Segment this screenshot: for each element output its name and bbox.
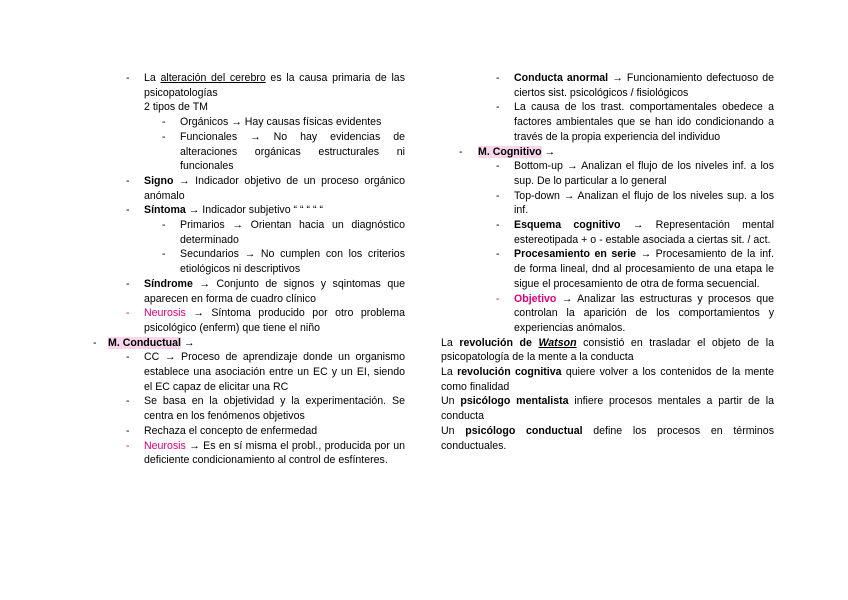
term: Conducta anormal xyxy=(514,72,609,84)
list-item: - La alteración del cerebro es la causa primaria de las psicopatologías xyxy=(126,72,405,99)
underlined-term: alteración del cerebro xyxy=(160,72,266,84)
list-item: - Secundarios → No cumplen con los criterios etiológicos ni descriptivos xyxy=(162,248,405,276)
bullet-dash: - xyxy=(93,336,97,349)
bullet-dash: - xyxy=(126,351,130,364)
bullet-dash: - xyxy=(126,204,130,217)
list-item: - Se basa en la objetividad y la experimentación. Se centra en los fenómenos objetivos xyxy=(126,395,405,423)
bullet-dash: - xyxy=(126,72,130,84)
bullet-dash: - xyxy=(459,145,463,158)
heading: M. Conductual xyxy=(108,336,181,349)
bullet-dash: - xyxy=(126,174,130,187)
bullet-dash: - xyxy=(496,101,500,114)
term: Síndrome xyxy=(144,277,193,290)
bullet-dash: - xyxy=(496,189,500,202)
list-item: - Rechaza el concepto de enfermedad xyxy=(126,424,318,437)
paragraph: Un psicólogo mentalista infiere procesos mentales a partir de la conducta xyxy=(441,395,774,423)
list-item: - Esquema cognitivo → Representación mental estereotipada + o - estable asociada a ciertas sit. / act. xyxy=(496,219,774,246)
list-item: - La causa de los trast. comportamentales obedece a factores ambientales que se han ido condicionando a través de la propia experiencia del individuo xyxy=(496,101,774,143)
right-column xyxy=(441,71,774,453)
term: Síntoma xyxy=(144,204,186,217)
list-item: - Top-down → Analizan el flujo de los niveles sup. a los inf. xyxy=(496,189,774,217)
bullet-dash: - xyxy=(126,277,130,290)
term: Neurosis xyxy=(144,307,186,320)
list-item: - Objetivo → Analizar las estructuras y procesos que controlan la aparición de los comportamientos y experiencias anómalos. xyxy=(496,292,774,334)
bullet-dash: - xyxy=(126,307,130,320)
bullet-dash: - xyxy=(126,395,130,408)
term: Procesamiento en serie xyxy=(514,248,637,261)
left-column xyxy=(93,71,405,468)
list-item: - Signo → Indicador objetivo de un proceso orgánico anómalo xyxy=(126,174,405,202)
list-item: - Conducta anormal → Funcionamiento defectuoso de ciertos sist. psicológicos / fisiológicos xyxy=(496,72,774,99)
list-item: - Síntoma → Indicador subjetivo “ “ “ “ “ xyxy=(126,204,323,217)
heading: M. Cognitivo xyxy=(478,145,542,158)
underlined-term: Watson xyxy=(538,336,577,349)
bullet-dash: - xyxy=(496,160,500,173)
bullet-dash: - xyxy=(496,248,500,261)
bullet-dash: - xyxy=(162,248,166,261)
list-item: - Neurosis → Es en sí misma el probl., producida por un deficiente condicionamiento al control de esfínteres. xyxy=(126,439,405,467)
section-heading-cognitivo: - M. Cognitivo → xyxy=(459,145,556,158)
list-item: - Procesamiento en serie → Procesamiento de la inf. de forma lineal, dnd al procesamiento de una etapa le sigue el procesamiento de otra de forma secuencial. xyxy=(496,248,774,290)
list-item: - Neurosis → Síntoma producido por otro problema psicológico (enferm) que tiene el niño xyxy=(126,307,405,334)
list-item: - Funcionales → No hay evidencias de alteraciones orgánicas estructurales ni funcionales xyxy=(162,130,405,173)
list-item: - Orgánicos → Hay causas físicas evidentes xyxy=(162,116,382,129)
bullet-dash: - xyxy=(162,130,166,143)
paragraph: La revolución cognitiva quiere volver a los contenidos de la mente como finalidad xyxy=(441,366,775,393)
bullet-dash: - xyxy=(496,72,500,84)
list-item: - Síndrome → Conjunto de signos y sqintomas que aparecen en forma de cuadro clínico xyxy=(126,277,405,305)
term: Neurosis xyxy=(144,439,186,452)
bullet-dash: - xyxy=(126,439,130,452)
bullet-dash: - xyxy=(126,424,130,437)
list-item: - CC → Proceso de aprendizaje donde un organismo establece una asociación entre un EC y un EI, siendo el EC capaz de elicitar una RC xyxy=(126,351,405,393)
bullet-dash: - xyxy=(496,219,500,232)
term: Objetivo xyxy=(514,292,557,305)
section-heading-conductual: - M. Conductual → xyxy=(93,336,195,349)
bullet-dash: - xyxy=(162,219,166,232)
bullet-dash: - xyxy=(162,116,166,129)
term: Signo xyxy=(144,174,174,187)
list-subtext: 2 tipos de TM xyxy=(144,101,208,114)
paragraph: Un psicólogo conductual define los procesos en términos conductuales. xyxy=(441,424,774,452)
bullet-dash: - xyxy=(496,292,500,305)
term: Esquema cognitivo xyxy=(514,219,621,232)
list-item: - Primarios → Orientan hacia un diagnóstico determinado xyxy=(162,219,405,246)
list-item: - Bottom-up → Analizan el flujo de los niveles inf. a los sup. De lo particular a lo general xyxy=(496,160,774,187)
paragraph: La revolución de Watson consistió en trasladar el objeto de la psicopatología de la mente a la conducta xyxy=(441,336,774,364)
